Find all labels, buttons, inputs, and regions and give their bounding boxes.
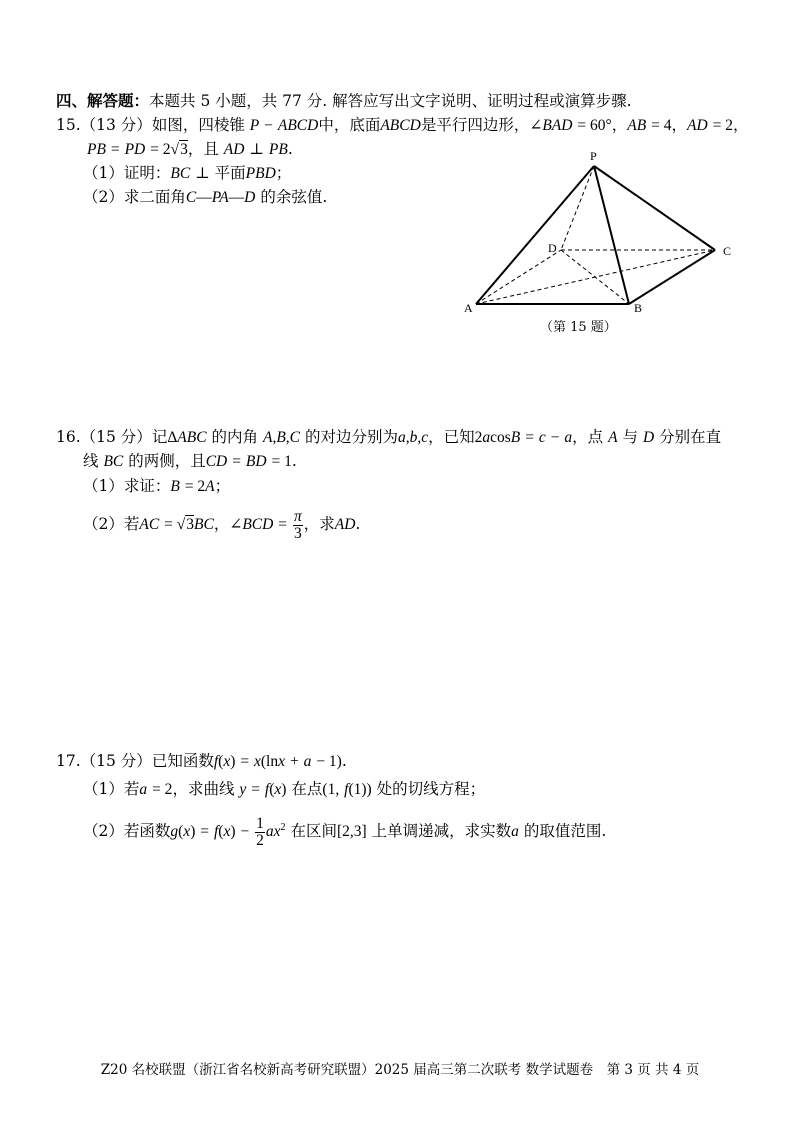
q16-sub2: （2）若AC = √3BC，∠BCD = $\frac{\pi}{3}$ ，求AD. <box>83 507 361 542</box>
edge-PA <box>476 166 594 304</box>
q15-line1: 15.（13 分）如图，四棱锥 P − ABCD中，底面ABCD是平行四边形，∠BAD = 60°，AB = 4，AD = 2， <box>56 116 749 134</box>
label-A: A <box>464 301 473 315</box>
q15-sub2: （2）求二面角C—PA—D 的余弦值. <box>83 188 328 206</box>
pyramid-figure <box>458 146 758 318</box>
q15-number: 15. <box>56 116 81 134</box>
q17-number: 17. <box>56 752 81 770</box>
edge-PD <box>561 166 594 250</box>
figure-caption: （第 15 题） <box>540 320 617 335</box>
q17-score: （15 分） <box>80 752 152 770</box>
q17-sub1: （1）若a = 2，求曲线 y = f(x) 在点(1, f(1)) 处的切线方程； <box>83 780 486 798</box>
edge-AD <box>476 250 561 304</box>
label-P: P <box>590 149 597 163</box>
q16-sub1: （1）求证：B = 2A； <box>83 477 231 495</box>
label-D: D <box>548 241 557 255</box>
q16-number: 16. <box>56 428 81 446</box>
label-C: C <box>723 244 732 258</box>
section-header <box>56 90 632 112</box>
q17-line1: 17.（15 分）已知函数f(x) = x(lnx + a − 1). <box>56 752 347 770</box>
q17-sub2: （2）若函数g(x) = f(x) − $\frac{1}{2}$ $ax^2$ 在区间[2,3] 上单调递减，求实数a 的取值范围. <box>83 814 607 849</box>
label-B: B <box>634 301 643 315</box>
section-desc: 本题共 5 小题，共 77 分. 解答应写出文字说明、证明过程或演算步骤. <box>149 92 632 110</box>
page-footer: Z20 名校联盟（浙江省名校新高考研究联盟）2025 届高三第二次联考 数学试题卷 第 3 页 共 4 页 <box>100 1062 700 1078</box>
section-heading: 四、解答题： <box>56 91 150 110</box>
q16-score: （15 分） <box>80 428 152 446</box>
q16-line2: 线 BC 的两侧，且CD = BD = 1. <box>83 452 297 470</box>
edge-BC <box>629 250 715 304</box>
q15-line2: PB = PD = 2√3，且 AD ⊥ PB. <box>87 140 293 158</box>
q15-score: （13 分） <box>80 116 152 134</box>
q16-line1: 16.（15 分）记ΔABC 的内角 A,B,C 的对边分别为a,b,c，已知2acosB = c − a，点 A 与 D 分别在直 <box>56 428 722 446</box>
edge-AC <box>476 250 715 304</box>
q15-sub1: （1）证明：BC ⊥ 平面PBD； <box>83 164 292 182</box>
